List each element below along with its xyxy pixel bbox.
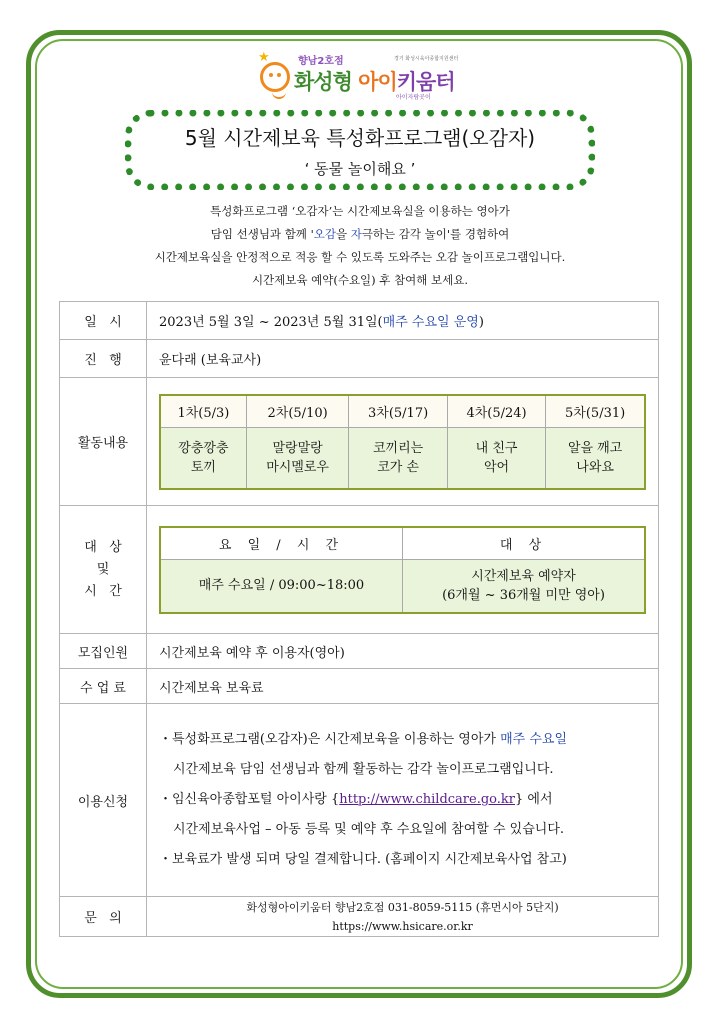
row-target (60, 506, 659, 634)
schedule-target: 시간제보육 예약자 (6개월 ~ 36개월 미만 영아) (403, 559, 646, 613)
logo-name: 화성형 아이키움터 (294, 70, 455, 94)
row-apply (60, 704, 659, 897)
intro-line: 특성화프로그램 ‘오감자’는 시간제보육실을 이용하는 영아가 (210, 204, 510, 218)
activity-body-row (160, 427, 645, 489)
date-label: 일 시 (60, 302, 147, 340)
target-label: 대 상 및 시 간 (60, 506, 147, 634)
info-table (59, 301, 659, 937)
activity-topic: 깡충깡충 토끼 (160, 427, 246, 489)
apply-bullet: ・보육료가 발생 되며 당일 결제합니다. (홈페이지 시간제보육사업 참고) (159, 852, 567, 867)
apply-bullet: ・임신육아종합포털 아이사랑 {http://www.childcare.go.kr} 에서 (159, 792, 553, 807)
row-lead (60, 340, 659, 378)
activity-topic: 알을 깨고 나와요 (546, 427, 645, 489)
recruit-value: 시간제보육 예약 후 이용자(영아) (147, 634, 659, 669)
activity-session: 4차(5/24) (447, 395, 545, 428)
fee-label: 수 업 료 (60, 669, 147, 704)
intro-line: 시간제보육 예약(수요일) 후 참여해 보세요. (251, 273, 469, 287)
schedule-body-row (160, 559, 645, 613)
logo-org: 경기 화성시육아종합지원센터 (394, 56, 459, 62)
activity-session: 5차(5/31) (546, 395, 645, 428)
logo-branch: 향남2호점 (298, 56, 344, 67)
activity-label: 활동내용 (60, 378, 147, 506)
activity-cell (147, 378, 659, 506)
date-value: 2023년 5월 3일 ~ 2023년 5월 31일(매주 수요일 운영) (147, 302, 659, 340)
intro-line: 시간제보육실을 안정적으로 적응 할 수 있도록 도와주는 오감 놀이프로그램입니다. (154, 250, 566, 264)
apply-bullet-cont: 시간제보육 담임 선생님과 함께 활동하는 감각 놀이프로그램입니다. (173, 762, 554, 777)
row-date (60, 302, 659, 340)
apply-bullet-cont: 시간제보육사업 – 아동 등록 및 예약 후 수요일에 참여할 수 있습니다. (173, 822, 565, 837)
logo-tagline: 아이자람곳이 (396, 94, 431, 101)
schedule-head-row (160, 527, 645, 560)
homepage-link[interactable]: https://www.hsicare.or.kr (332, 919, 473, 933)
lead-label: 진 행 (60, 340, 147, 378)
page-title: 5월 시간제보육 특성화프로그램(오감자) (184, 126, 536, 150)
activity-topic: 내 친구 악어 (447, 427, 545, 489)
logo (258, 52, 478, 102)
schedule-day: 매주 수요일 / 09:00~18:00 (160, 559, 403, 613)
childcare-link[interactable]: http://www.childcare.go.kr (339, 792, 515, 807)
activity-topic: 말랑말랑 마시멜로우 (246, 427, 349, 489)
recruit-label: 모집인원 (60, 634, 147, 669)
fee-value: 시간제보육 보육료 (147, 669, 659, 704)
activity-session: 1차(5/3) (160, 395, 246, 428)
row-fee (60, 669, 659, 704)
row-activity (60, 378, 659, 506)
schedule-head-target: 대 상 (403, 527, 646, 560)
schedule-head-day: 요 일 / 시 간 (160, 527, 403, 560)
lead-value: 윤다래 (보육교사) (147, 340, 659, 378)
page-subtitle: ‘ 동물 놀이해요 ’ (304, 160, 416, 178)
activity-session: 2차(5/10) (246, 395, 349, 428)
intro-line: 담임 선생님과 함께 '오감을 자극하는 감각 놀이'를 경험하여 (210, 227, 510, 241)
row-recruit (60, 634, 659, 669)
contact-label: 문 의 (60, 897, 147, 937)
schedule-table (159, 526, 646, 614)
star-icon: ★ (258, 50, 270, 65)
apply-details (147, 704, 659, 897)
activity-topic: 코끼리는 코가 손 (349, 427, 447, 489)
row-contact (60, 897, 659, 937)
intro-text (0, 200, 720, 292)
smile-face-icon (260, 62, 290, 92)
apply-label: 이용신청 (60, 704, 147, 897)
activity-head-row (160, 395, 645, 428)
activity-session: 3차(5/17) (349, 395, 447, 428)
contact-value: 화성형아이키움터 향남2호점 031-8059-5115 (휴먼시아 5단지) https://www.hsicare.or.kr (147, 897, 659, 937)
target-cell (147, 506, 659, 634)
apply-bullet: ・특성화프로그램(오감자)은 시간제보육을 이용하는 영아가 매주 수요일 (159, 732, 568, 747)
activity-table (159, 394, 646, 490)
